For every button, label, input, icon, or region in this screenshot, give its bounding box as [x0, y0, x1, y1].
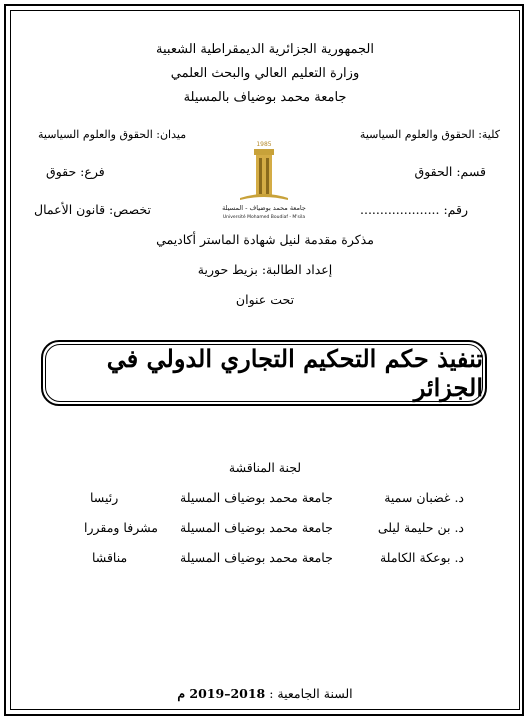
under-title-line: تحت عنوان [235, 292, 295, 307]
number-label: رقم: .................... [360, 202, 468, 217]
student-line: إعداد الطالبة: بزيط حورية [197, 262, 333, 277]
department-label: قسم: الحقوق [414, 164, 486, 179]
academic-year-value: 2018–2019 م [177, 686, 266, 701]
faculty-label: كلية: الحقوق والعلوم السياسية [359, 128, 500, 141]
member-university: جامعة محمد بوضياف المسيلة [180, 550, 333, 565]
logo-latin-name: Université Mohamed Boudiaf - M'sila [222, 215, 306, 220]
field-label: ميدان: الحقوق والعلوم السياسية [38, 128, 187, 141]
academic-year-label: السنة الجامعية : [269, 686, 353, 701]
university-logo [218, 138, 310, 220]
logo-arabic-name: جامعة محمد بوضياف - المسيلة [222, 204, 306, 212]
thesis-title: تنفيذ حكم التحكيم التجاري الدولي في الجزائر [106, 344, 483, 402]
logo-base [240, 194, 288, 200]
logo-year: 1985 [256, 141, 272, 148]
member-name: د. بوعكة الكاملة [379, 550, 464, 565]
member-role: مناقشا [92, 550, 128, 565]
member-university: جامعة محمد بوضياف المسيلة [180, 490, 333, 505]
logo-tower-top [254, 149, 274, 155]
logo-tower [256, 155, 272, 197]
member-role: مشرفا ومقررا [84, 520, 158, 535]
committee-label: لجنة المناقشة [228, 460, 302, 475]
memo-line: مذكرة مقدمة لنيل شهادة الماستر أكاديمي [156, 232, 374, 247]
member-university: جامعة محمد بوضياف المسيلة [180, 520, 333, 535]
ministry-line: وزارة التعليم العالي والبحث العلمي [170, 66, 360, 81]
member-name: د. غضبان سمية [384, 490, 464, 505]
republic-line: الجمهورية الجزائرية الديمقراطية الشعبية [156, 42, 374, 57]
member-name: د. بن حليمة ليلى [377, 520, 464, 535]
academic-year [0, 686, 530, 701]
branch-label: فرع: حقوق [46, 164, 105, 179]
university-line: جامعة محمد بوضياف بالمسيلة [183, 90, 347, 105]
member-role: رئيسا [90, 490, 119, 505]
specialty-label: تخصص: قانون الأعمال [34, 202, 151, 217]
